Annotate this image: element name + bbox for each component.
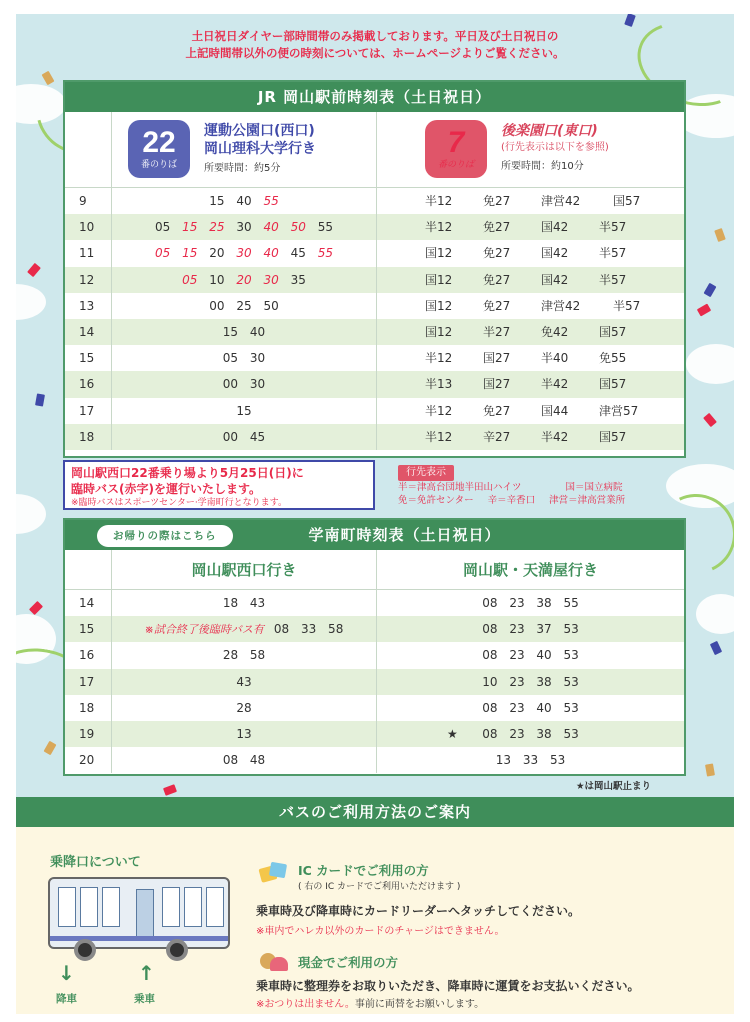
departure: 免27 [483,220,511,235]
tenmaya-minutes [377,590,684,616]
cash-icon [260,949,290,973]
confetti-decoration [163,784,177,796]
departure: 国57 [599,324,627,339]
route-22-minutes [112,293,377,319]
special-departure: 05 [182,272,198,287]
bus-window [58,887,76,927]
special-departure: 30 [263,272,279,287]
legend-item: 辛＝辛香口 [487,495,536,506]
cash-instruction: 乗車時に整理券をお取りいただき、降車時に運賃をお支払いください。 [256,979,640,993]
west-exit-minutes [112,695,377,721]
departure: 半12 [425,403,453,418]
departure: 00 [209,298,225,313]
route-name: 運動公園口(西口) [204,123,315,139]
destination-legend [398,460,688,510]
route-22-minutes [112,424,377,450]
cloud-decoration [686,344,734,384]
departure: 国12 [425,272,453,287]
table-row [65,642,684,668]
departure: 国57 [599,429,627,444]
departure: 半12 [425,351,453,366]
hour-cell: 17 [65,398,112,424]
table-row [65,267,684,293]
bus-window [206,887,224,927]
departure: 半57 [599,246,627,261]
departure: 半12 [425,429,453,444]
special-bus-note: ※試合終了後臨時バス有 [144,623,264,637]
west-exit-minutes [112,669,377,695]
notice-line: 土日祝日ダイヤー部時間帯のみ掲載しております。平日及び土日祝日の [191,29,559,43]
confetti-decoration [704,283,717,297]
bus-stripe [50,936,228,941]
tenmaya-minutes [377,695,684,721]
route-7-minutes [377,214,684,240]
hour-cell: 20 [65,747,112,773]
route-7-minutes [377,371,684,397]
route-22-minutes [112,188,377,214]
timetable-poster [16,14,734,1014]
departure: 35 [290,272,306,287]
enter-label: 乗車 [134,993,155,1005]
departure: 05 [222,351,239,366]
tenmaya-minutes [377,721,684,747]
jr-okayama-timetable [63,80,686,458]
route-7-minutes [377,188,684,214]
departure: 05 [155,220,171,235]
tenmaya-minutes [377,642,684,668]
confetti-decoration [27,263,41,277]
special-departure: 05 [155,246,171,261]
gakunan-timetable [63,518,686,776]
special-departure: 30 [236,246,252,261]
route-7-minutes [377,319,684,345]
table-row [65,747,684,773]
route-22-minutes [112,267,377,293]
boarding-title: 乗降口について [50,855,141,870]
cash-note-rest: 事前に両替をお願いします。 [354,999,485,1010]
departure: 免27 [483,403,511,418]
notice-line: 上記時間帯以外の便の時刻については、ホームページよりご覧ください。 [185,46,565,60]
departures: 43 [236,674,252,689]
departures: 13 [236,726,252,741]
departure: 免27 [483,272,511,287]
confetti-decoration [44,741,57,755]
platform-22-badge [128,120,190,178]
hour-cell: 17 [65,669,112,695]
legend-item: 津営＝津高営業所 [549,495,626,506]
departure: 免27 [483,246,511,261]
table-row [65,214,684,240]
route-7-minutes [377,293,684,319]
table-row [65,345,684,371]
departure: 半13 [425,377,453,392]
cash-warning: ※おつりは出ません。 [256,999,355,1010]
alert-line: 臨時バス(赤字)を運行いたします。 [71,482,262,496]
bus-window [80,887,98,927]
departure: 15 [222,324,239,339]
route-7-header [377,112,684,187]
departure: 国12 [425,324,453,339]
route-22-minutes [112,398,377,424]
table-row [65,398,684,424]
departures: 13 33 53 [495,753,566,768]
departure: 30 [249,377,266,392]
tenmaya-minutes [377,616,684,642]
hour-cell: 14 [65,590,112,616]
hour-cell: 18 [65,695,112,721]
route-note: (行先表示は以下を参照) [501,142,609,153]
special-departure: 50 [290,220,306,235]
departure: 国44 [541,403,569,418]
departure: 免55 [599,351,627,366]
confetti-decoration [697,304,711,317]
confetti-decoration [714,228,726,242]
departure: 半57 [613,298,641,313]
legend-item: 半＝津高台団地半田山ハイツ [398,482,522,493]
departures: 08 23 38 55 [482,596,579,610]
departure: 30 [236,220,252,235]
departure: 国12 [425,298,453,313]
table-row [65,188,684,214]
departure: 40 [249,324,266,339]
departure: 国57 [599,377,627,392]
departures: 08 23 38 53 [482,726,579,741]
departure: 55 [317,220,333,235]
arrow-up-icon: ↑ [138,961,155,985]
hour-cell: 15 [65,616,112,642]
cash-note [256,995,484,1010]
departure: 半42 [541,429,569,444]
departure: 半57 [599,272,627,287]
bus-wheel [166,939,188,961]
table-row [65,721,684,747]
alert-note: ※臨時バスはスポーツセンター·学南町行となります。 [71,498,287,508]
departures: 28 58 [222,648,266,663]
departures: 08 23 37 53 [482,622,579,637]
west-exit-minutes [112,747,377,773]
departure: 10 [209,272,225,287]
special-departure: 40 [263,220,279,235]
departure: 免27 [483,194,511,208]
special-departure: 15 [182,220,198,235]
route-duration: 所要時間：約5分 [204,163,281,174]
table-row [65,669,684,695]
route-7-minutes [377,345,684,371]
confetti-decoration [35,393,45,406]
departure: 津営57 [599,403,639,418]
ic-card-note: ※車内でハレカ以外のカードのチャージはできません。 [256,926,505,937]
gakunan-timetable-rows [65,590,684,773]
cloud-decoration [16,284,46,320]
departure: 辛27 [483,429,511,444]
legend-item: 国＝国立病院 [565,482,623,493]
star-footnote: ★は岡山駅止まり [576,781,652,792]
west-exit-minutes [112,590,377,616]
departures: 08 33 58 [273,622,344,637]
departure: 30 [249,351,266,366]
alert-line: 岡山駅西口22番乗り場より5月25日(日)に [71,466,304,480]
table-row [65,240,684,266]
special-departure: 55 [317,246,333,261]
departure: 15 [209,194,225,208]
arrow-down-icon: ↓ [58,961,75,985]
route-22-minutes [112,214,377,240]
departure: 津営42 [541,298,581,313]
route-header [65,112,684,188]
bus-window [184,887,202,927]
tenmaya-minutes [377,747,684,773]
departure: 半40 [541,351,569,366]
hour-column-header [65,550,112,589]
platform-number: 7 [447,126,465,159]
platform-label: 番のりば [437,160,474,170]
departure: 半57 [599,220,627,235]
hour-cell: 16 [65,371,112,397]
route-7-minutes [377,424,684,450]
route-22-minutes [112,240,377,266]
special-departure: 25 [209,220,225,235]
cloud-decoration [696,594,734,634]
special-departure: 20 [236,272,252,287]
departures: 08 23 40 53 [482,648,579,663]
departure: 国12 [425,246,453,261]
west-exit-minutes [112,642,377,668]
departure: 国57 [613,194,641,208]
special-departure: 55 [263,194,279,208]
departure: 40 [236,194,252,208]
table-row [65,319,684,345]
departures: 10 23 38 53 [482,674,579,689]
route-22-minutes [112,345,377,371]
table-row [65,293,684,319]
departure: 25 [236,298,252,313]
departure: 20 [209,246,225,261]
legend-item: 免＝免許センター [398,495,474,506]
departure: 00 [222,377,239,392]
ic-card-subtitle: ( 右の IC カードでご利用いただけます ) [298,882,461,892]
route-7-minutes [377,398,684,424]
departure: 国42 [541,246,569,261]
legend-tag: 行先表示 [398,465,454,481]
special-bus-alert [63,460,375,510]
departure: 津営42 [541,194,581,208]
hour-cell: 16 [65,642,112,668]
departures: 08 23 40 53 [482,700,579,715]
cash-title: 現金でご利用の方 [298,955,399,970]
route-name: 後楽園口(東口) [501,123,598,139]
legend-line [398,494,688,507]
dest-west-exit: 岡山駅西口行き [112,550,377,589]
departure: 45 [249,429,266,444]
special-departure: 15 [182,246,198,261]
bus-usage-guide [16,827,734,1014]
destination-header [65,550,684,590]
hour-cell: 18 [65,424,112,450]
dest-tenmaya: 岡山駅・天満屋行き [462,561,598,579]
table-row [65,590,684,616]
platform-7-badge [425,120,487,178]
hour-cell: 10 [65,214,112,240]
notice-text [16,14,734,72]
platform-label: 番のりば [140,160,177,170]
departures: 08 48 [222,753,266,768]
bus-door [136,889,154,941]
route-22-info [190,120,316,187]
bus-guide-title: バスのご利用方法のご案内 [16,797,734,827]
hour-cell: 15 [65,345,112,371]
departure: 半12 [425,194,453,208]
hour-column-header [65,112,112,187]
jr-timetable-title: JR 岡山駅前時刻表（土日祝日） [65,82,684,112]
table-row [65,371,684,397]
bus-wheel [74,939,96,961]
west-exit-minutes [112,616,377,642]
departure: 00 [222,429,239,444]
gakunan-title-text: 学南町時刻表（土日祝日） [308,526,501,544]
hour-cell: 12 [65,267,112,293]
route-7-minutes [377,267,684,293]
bus-window [102,887,120,927]
departure: 半27 [483,324,511,339]
confetti-decoration [710,641,722,655]
confetti-decoration [29,601,43,615]
ic-card-instruction: 乗車時及び降車時にカードリーダーへタッチしてください。 [256,904,581,918]
jr-timetable-rows [65,188,684,450]
departures: 28 [236,700,252,715]
departure: 国42 [541,220,569,235]
route-destination: 岡山理科大学行き [204,141,316,157]
route-22-header [112,112,377,187]
west-exit-minutes [112,721,377,747]
hour-cell: 11 [65,240,112,266]
table-row [65,695,684,721]
departure: 国42 [541,272,569,287]
confetti-decoration [703,413,717,427]
hour-cell: 19 [65,721,112,747]
star-icon: ★ [447,726,458,741]
table-row [65,616,684,642]
tenmaya-minutes [377,669,684,695]
bus-illustration [48,877,230,949]
cloud-decoration [16,494,46,534]
route-7-info [487,120,609,187]
route-duration: 所要時間：約10分 [501,161,584,172]
confetti-decoration [705,763,715,776]
departure: 15 [236,403,252,418]
gakunan-timetable-title [65,520,684,550]
hour-cell: 14 [65,319,112,345]
departure: 半42 [541,377,569,392]
bus-window [162,887,180,927]
ic-card-icon [260,863,290,883]
hour-cell: 13 [65,293,112,319]
departure: 国27 [483,377,511,392]
departure: 国27 [483,351,511,366]
route-22-minutes [112,371,377,397]
exit-label: 降車 [56,993,77,1005]
hour-cell: 9 [65,188,112,214]
special-departure: 40 [263,246,279,261]
table-row [65,424,684,450]
departure: 免27 [483,298,511,313]
departure: 45 [290,246,306,261]
departures: 18 43 [222,596,266,610]
platform-number: 22 [142,126,176,159]
ic-card-title: IC カードでご利用の方 [298,863,429,878]
legend-line [398,481,688,494]
departure: 50 [263,298,279,313]
departure: 半12 [425,220,453,235]
route-7-minutes [377,240,684,266]
departure: 免42 [541,324,569,339]
route-22-minutes [112,319,377,345]
return-pill: お帰りの際はこちら [97,525,233,547]
